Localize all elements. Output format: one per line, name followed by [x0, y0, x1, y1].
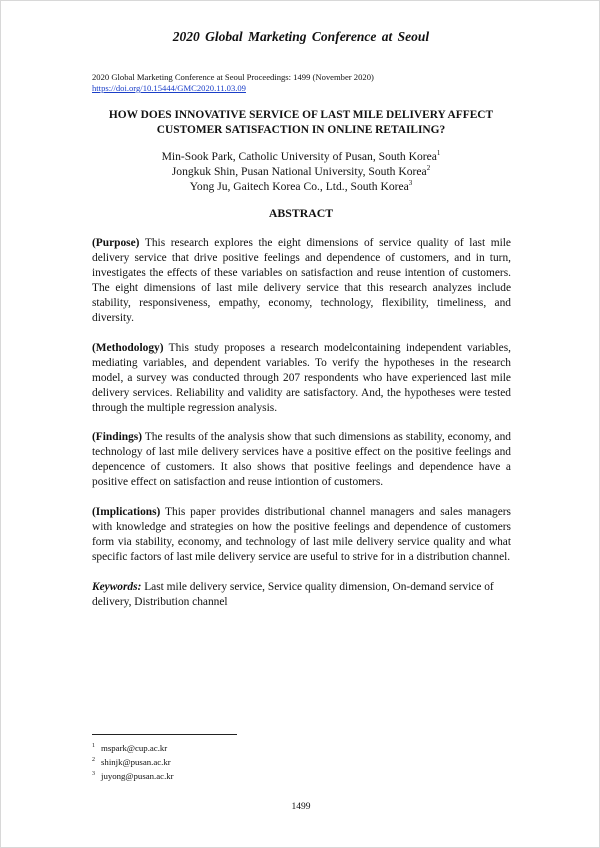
page-number: 1499	[291, 802, 311, 812]
footnote-number: 2	[92, 757, 95, 764]
section-text: The results of the analysis show that such dimensions as stability, economy, and technology of last mile delivery services have a positive effect on the positive feelings and depencence of customers. It also shows that positive feelings and dependence have a positive effect on satisfaction and reuse intiontion of customers.	[92, 431, 511, 489]
footnote-number: 3	[92, 771, 95, 778]
paper-title	[61, 108, 541, 138]
footnote	[92, 740, 174, 754]
author-line	[61, 149, 541, 164]
methodology-paragraph	[92, 341, 511, 416]
section-text: This study proposes a research modelcontaining independent variables, mediating variables, and dependent variables. To verify the hypotheses in the research model, a survey was conducted through 207 respondents who have experienced last mile delivery services. Reliability and validity are satisfactory. And, the hypotheses were tested through the multiple regression analysis.	[92, 341, 511, 414]
abstract-heading: ABSTRACT	[268, 206, 334, 220]
author-affiliation: Jongkuk Shin, Pusan National University, South Korea	[171, 165, 427, 178]
footnote-number: 1	[92, 743, 95, 749]
author-list	[61, 149, 541, 194]
footnote	[92, 754, 174, 768]
section-text: This paper provides distributional channel managers and sales managers with knowledge and strategies on how the positive feelings and dependence of customers form via stability, economy, and technology of last mile delivery service quality and what specific factors of last mile delivery service are useful to strive for in a distribution channel.	[92, 506, 511, 564]
section-label: (Implications)	[92, 506, 161, 519]
footnote	[92, 768, 174, 782]
keywords-text: Last mile delivery service, Service quality dimension, On-demand service of delivery, Distribution channel	[92, 581, 494, 609]
purpose-paragraph	[92, 236, 511, 326]
doi-link[interactable]: https://doi.org/10.15444/GMC2020.11.03.09	[92, 83, 246, 93]
footnote-divider	[92, 734, 237, 735]
section-label: (Findings)	[92, 431, 143, 444]
section-label: (Methodology)	[92, 341, 164, 354]
footnote-marker: 3	[408, 179, 413, 188]
footnote-marker: 1	[436, 149, 441, 158]
footnote-email: juyong@pusan.ac.kr	[101, 771, 174, 782]
proceedings-line: 2020 Global Marketing Conference at Seoul Proceedings: 1499 (November 2020)	[92, 72, 374, 82]
title-line-2: CUSTOMER SATISFACTION IN ONLINE RETAILING?	[156, 124, 446, 136]
abstract-body	[92, 236, 511, 625]
running-head: 2020 Global Marketing Conference at Seoul	[172, 29, 430, 44]
findings-paragraph	[92, 430, 511, 490]
author-line	[61, 164, 541, 179]
keywords-paragraph	[92, 580, 511, 610]
footnote-email: shinjk@pusan.ac.kr	[101, 757, 171, 768]
implications-paragraph	[92, 505, 511, 565]
section-label: (Purpose)	[92, 237, 140, 249]
author-affiliation: Min-Sook Park, Catholic University of Pusan, South Korea	[161, 150, 437, 163]
keywords-label: Keywords:	[92, 581, 142, 594]
publication-meta	[92, 72, 374, 94]
section-text: This research explores the eight dimensions of service quality of last mile delivery service that drive positive feelings and dependence of customers, and in turn, investigates the effects of these variables on satisfaction and reuse intention of customers. The eight dimensions of last mile delivery service that this research analyzes include stability, responsiveness, empathy, economy, technology, flexibility, timeliness, and diversity.	[92, 237, 511, 324]
author-affiliation: Yong Ju, Gaitech Korea Co., Ltd., South Korea	[189, 180, 409, 193]
footnote-marker: 2	[426, 164, 431, 173]
title-line-1: HOW DOES INNOVATIVE SERVICE OF LAST MILE DELIVERY AFFECT	[108, 109, 494, 121]
author-line	[61, 179, 541, 194]
footnotes	[92, 740, 174, 782]
footnote-email: mspark@cup.ac.kr	[101, 742, 168, 753]
